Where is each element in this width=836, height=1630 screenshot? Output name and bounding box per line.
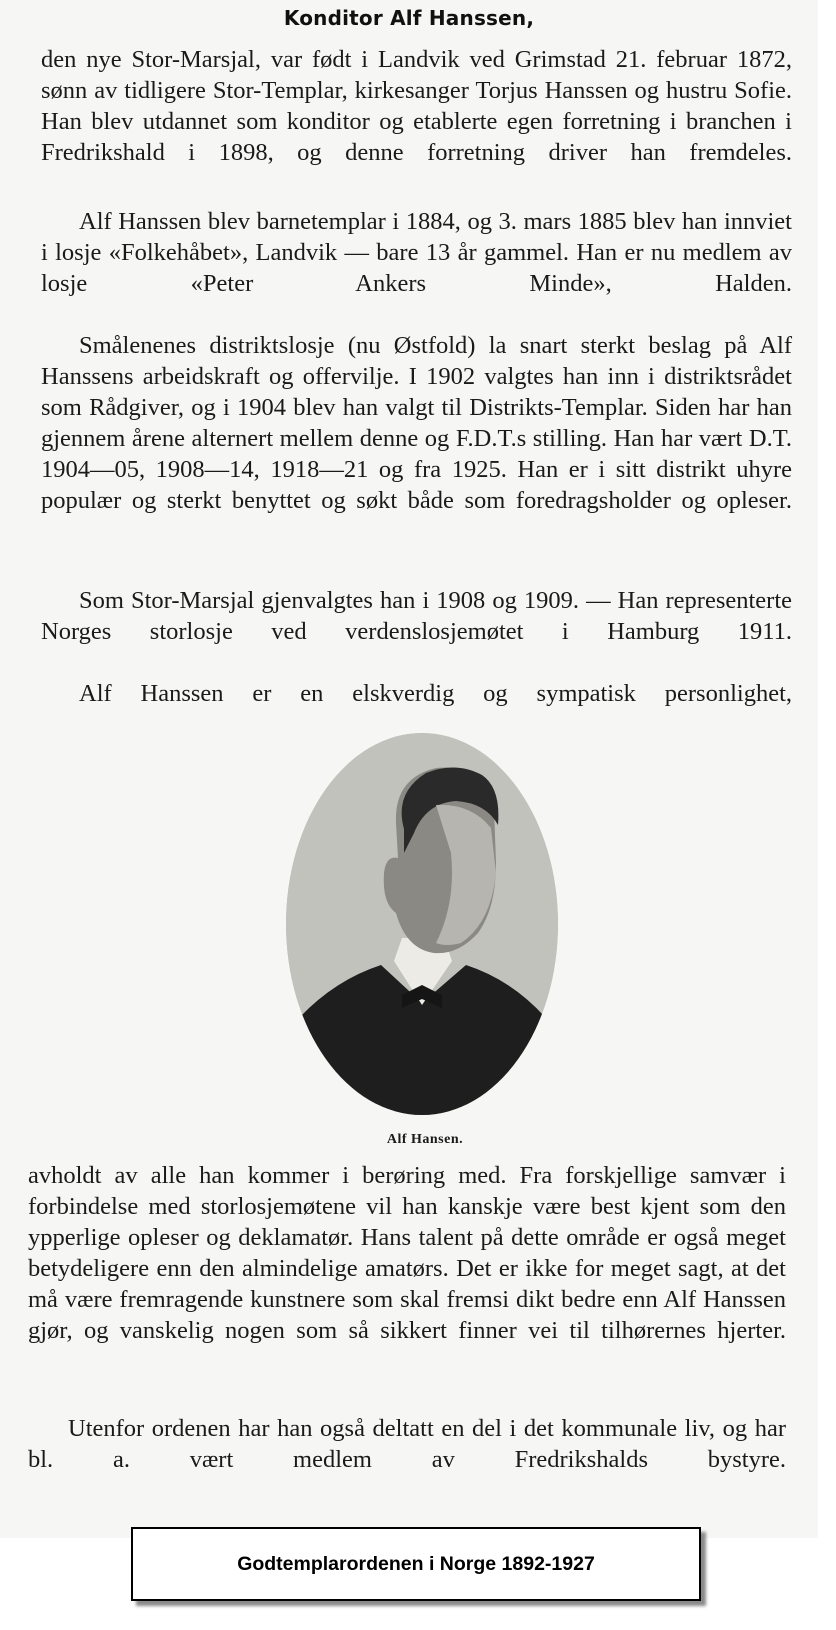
- source-label: Godtemplarordenen i Norge 1892-1927: [237, 1552, 595, 1575]
- article-heading: Konditor Alf Hanssen,: [283, 6, 535, 30]
- paragraph-3: Smålenenes distriktslosje (nu Østfold) la snart sterkt beslag på Alf Hanssens arbeidskraft og offervilje. I 1902 valgtes han inn i distriktsrådet som Rådgiver, og i 1904 blev han valgt til Distrikts-Templar. Siden har han gjennem årene alternert mellem denne og F.D.T.s stilling. Han har vært D.T. 1904—05, 1908—14, 1918—21 og fra 1925. Han er i sitt distrikt uhyre populær og sterkt benyttet og søkt både som foredragsholder og opleser.: [41, 332, 792, 514]
- paragraph-4: Som Stor-Marsjal gjenvalgtes han i 1908 og 1909. — Han representerte Norges storlosje ved verdenslosjemøtet i Hamburg 1911.: [41, 587, 792, 645]
- paragraph-5: Alf Hanssen er en elskverdig og sympatisk personlighet,: [79, 680, 792, 707]
- portrait-photo: [286, 733, 558, 1115]
- paragraph-6: avholdt av alle han kommer i berøring med. Fra forskjellige samvær i forbindelse med storlosjemøtene vil han kanskje være best kjent som den ypperlige opleser og deklamatør. Hans talent på dette område er også meget betydeligere enn den almindelige amatørs. Det er ikke for meget sagt, at det må være fremragende kunstnere som skal fremsi dikt bedre enn Alf Hanssen gjør, og vanskelig nogen som så sikkert finner vei til tilhørernes hjerter.: [28, 1162, 786, 1344]
- portrait-illustration: [286, 733, 558, 1115]
- photo-caption: Alf Hansen.: [386, 1132, 464, 1147]
- paragraph-2: Alf Hanssen blev barnetemplar i 1884, og 3. mars 1885 blev han innviet i losje «Folkehåbet», Landvik — bare 13 år gammel. Han er nu medlem av losje «Peter Ankers Minde», Halden.: [41, 208, 792, 297]
- source-label-box: [131, 1527, 701, 1601]
- paragraph-7: Utenfor ordenen har han også deltatt en del i det kommunale liv, og har bl. a. vært medlem av Fredrikshalds bystyre.: [28, 1415, 786, 1473]
- paragraph-1: den nye Stor-Marsjal, var født i Landvik ved Grimstad 21. februar 1872, sønn av tidligere Stor-Templar, kirkesanger Torjus Hanssen og hustru Sofie. Han blev utdannet som konditor og etablerte egen forretning i branchen i Fredrikshald i 1898, og denne forretning driver han fremdeles.: [41, 46, 792, 166]
